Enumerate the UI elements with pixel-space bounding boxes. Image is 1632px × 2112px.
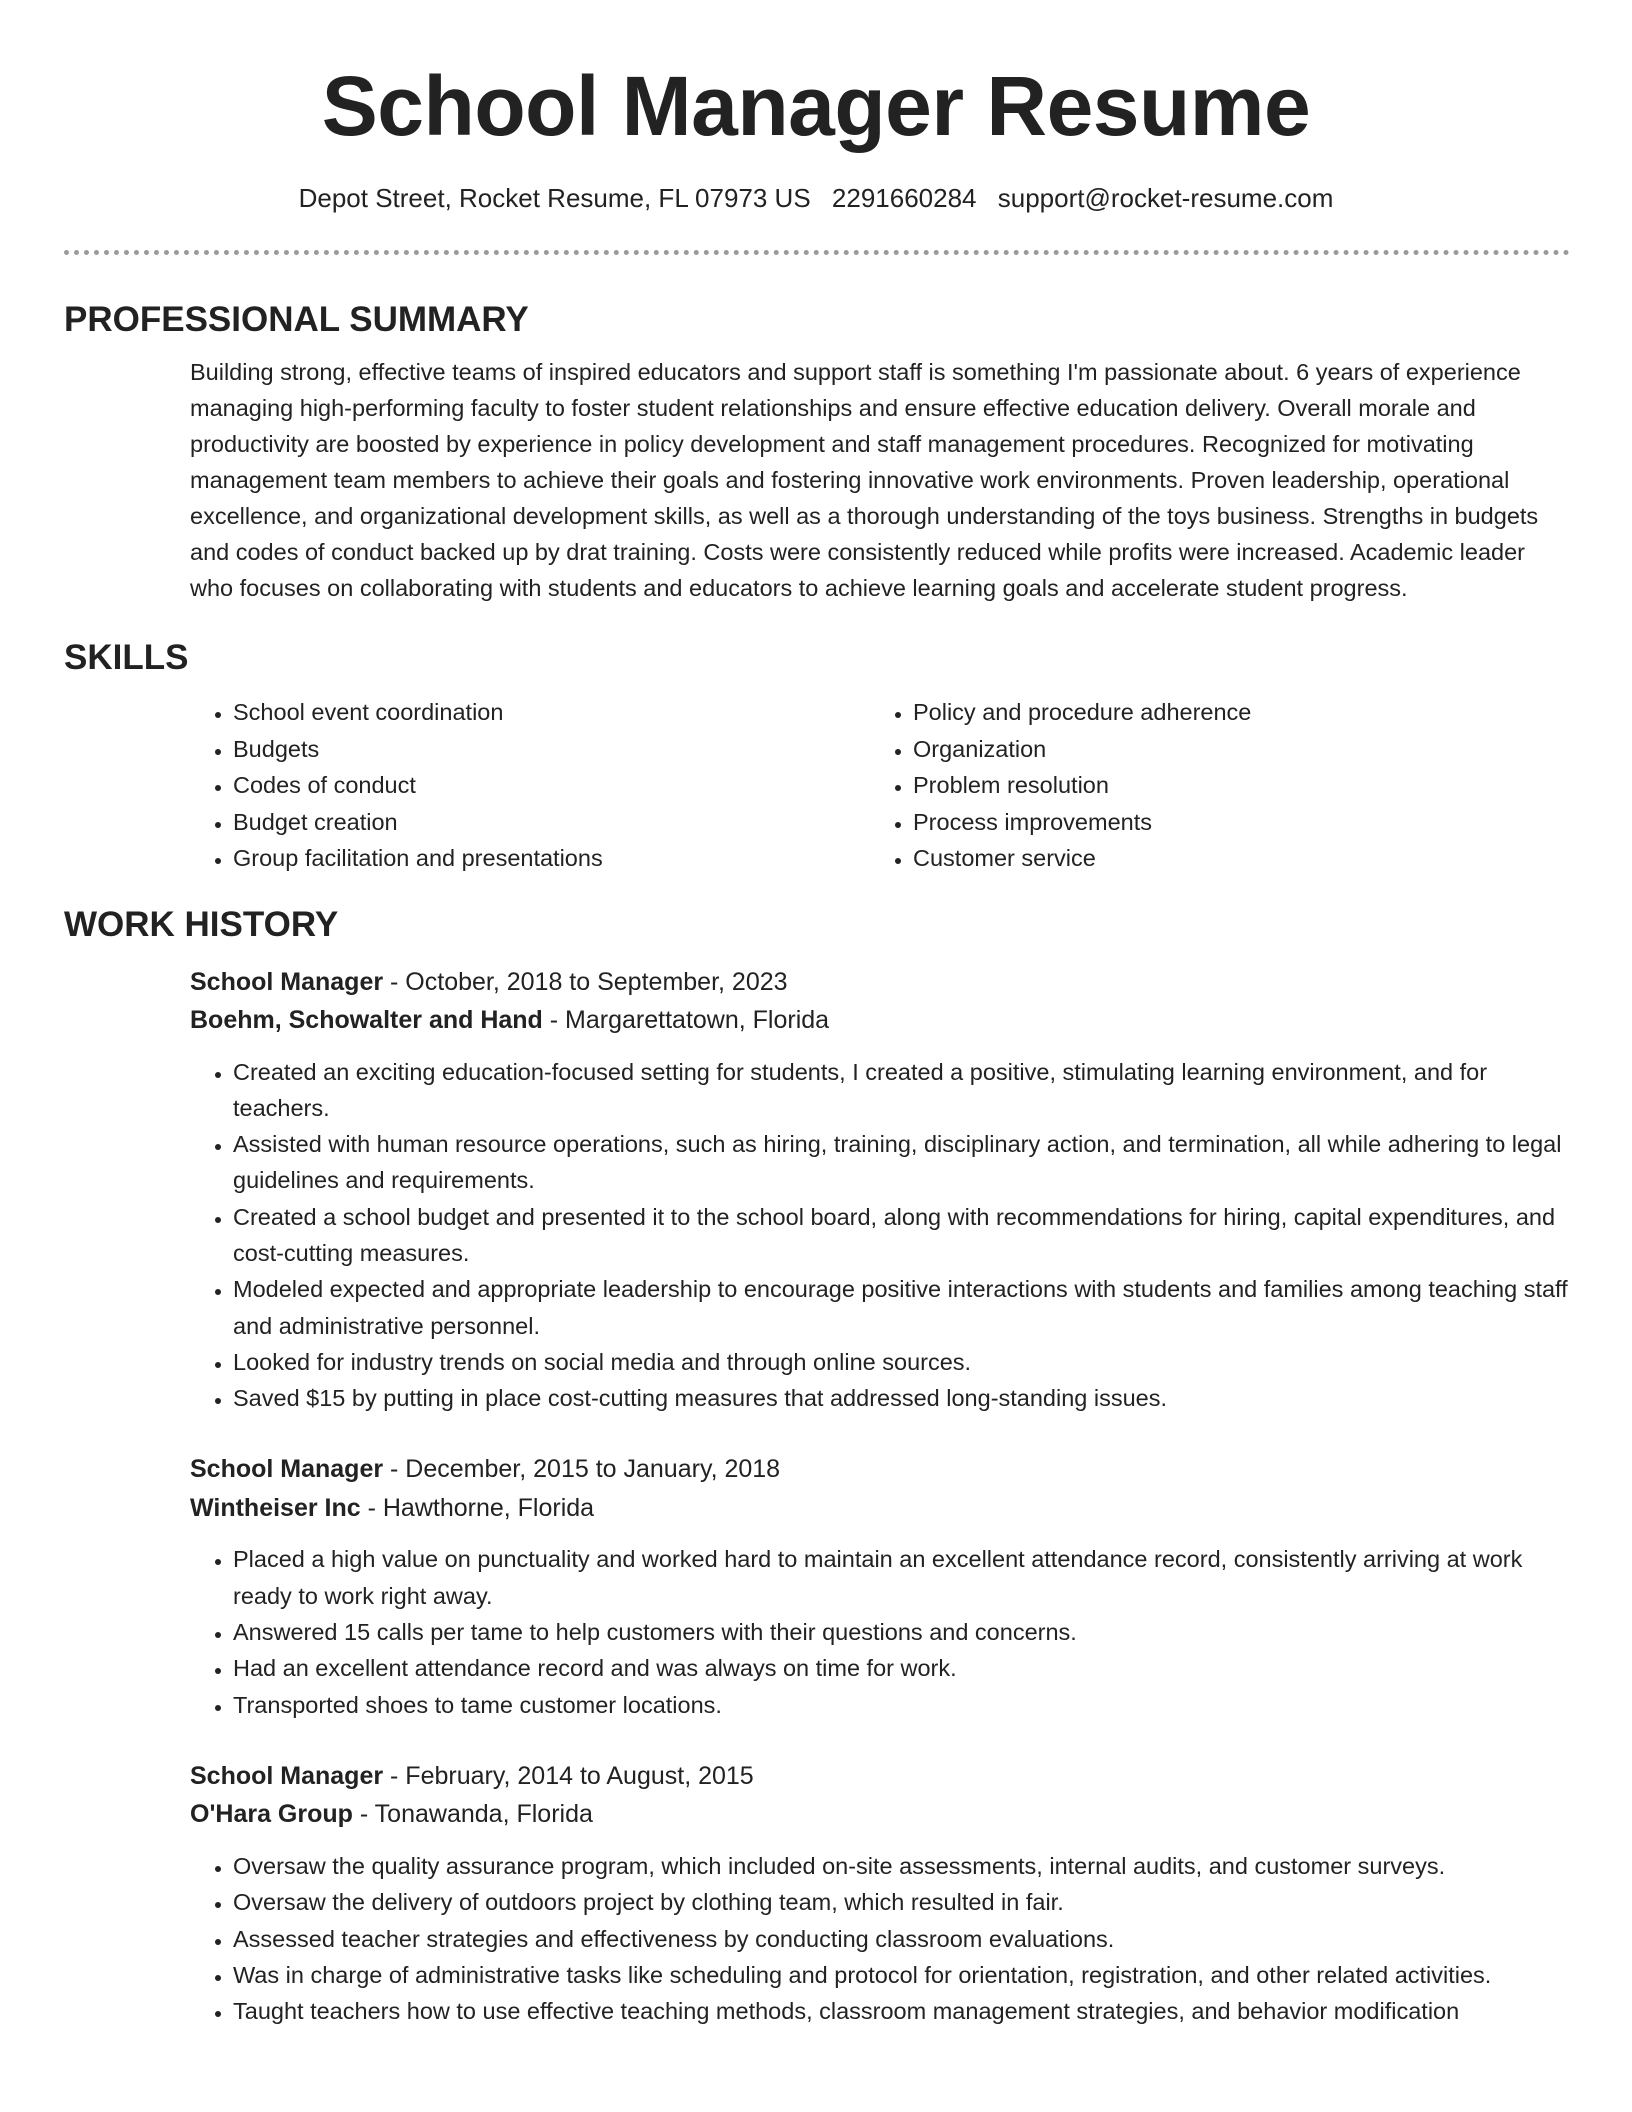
job-company: O'Hara Group (190, 1800, 353, 1829)
job-bullet: • Saved $15 by putting in place cost-cutting measures that addressed long-standing issues. (233, 1380, 1570, 1416)
job-bullets (190, 1848, 1570, 2029)
job-bullets (190, 1541, 1570, 1722)
job-title-line (190, 1757, 1570, 1796)
job-bullet: • Created a school budget and presented it to the school board, along with recommendations for hiring, capital expenditures, and cost-cutting measures. (233, 1199, 1570, 1272)
job-dates: - February, 2014 to August, 2015 (383, 1761, 754, 1790)
job-entry (190, 963, 1570, 1417)
contact-line (0, 180, 1632, 216)
header-divider (64, 250, 1570, 255)
job-bullets (190, 1054, 1570, 1417)
job-bullet: • Modeled expected and appropriate leadership to encourage positive interactions with students and families among teaching staff and administrative personnel. (233, 1271, 1570, 1344)
job-company: Boehm, Schowalter and Hand (190, 1006, 543, 1034)
job-company-line (190, 1795, 1570, 1834)
job-title-line (190, 963, 1570, 1002)
summary-text: Building strong, effective teams of inspired educators and support staff is something I'm passionate about. 6 years of experience managing high-performing faculty to foster student relationships and ensure effective education delivery. Overall morale and productivity are boosted by experience in policy development and staff management procedures. Recognized for motivating management team members to achieve their goals and fostering innovative work environments. Proven leadership, operational excellence, and organizational development skills, as well as a thorough understanding of the toys business. Strengths in budgets and codes of conduct backed up by drat training. Costs were consistently reduced while profits were increased. Academic leader who focuses on collaborating with students and educators to achieve learning goals and accelerate student progress. (190, 359, 1539, 601)
skill-item: • Problem resolution (913, 767, 1550, 804)
resume-title: School Manager Resume (321, 59, 1311, 153)
job-dates: - October, 2018 to September, 2023 (383, 967, 788, 996)
job-company-line (190, 1001, 1570, 1040)
job-bullet: • Placed a high value on punctuality and worked hard to maintain an excellent attendance record, consistently arriving at work ready to work right away. (233, 1541, 1570, 1614)
resume-body (0, 290, 1632, 2063)
job-title: School Manager (190, 1761, 384, 1790)
skill-item: • School event coordination (233, 694, 870, 731)
job-entry (190, 1757, 1570, 2029)
skill-item: • Budget creation (233, 804, 870, 841)
job-bullet: • Taught teachers how to use effective teaching methods, classroom management strategies, and behavior modification (233, 1993, 1570, 2029)
job-title: School Manager (190, 967, 384, 996)
job-title-line (190, 1450, 1570, 1489)
job-bullet: • Created an exciting education-focused setting for students, I created a positive, stimulating learning environment, and for teachers. (233, 1054, 1570, 1127)
job-bullet: • Oversaw the quality assurance program, which included on-site assessments, internal audits, and customer surveys. (233, 1848, 1570, 1884)
skill-item: • Process improvements (913, 804, 1550, 841)
job-location: - Tonawanda, Florida (352, 1800, 593, 1829)
job-dates: - December, 2015 to January, 2018 (383, 1455, 781, 1484)
job-entry (190, 1450, 1570, 1722)
skill-item: • Group facilitation and presentations (233, 840, 870, 877)
skills-column-right (870, 694, 1550, 877)
job-bullet: • Answered 15 calls per tame to help customers with their questions and concerns. (233, 1614, 1570, 1650)
job-bullet: • Looked for industry trends on social media and through online sources. (233, 1344, 1570, 1380)
job-location: - Hawthorne, Florida (360, 1493, 595, 1522)
job-bullet: • Assessed teacher strategies and effectiveness by conducting classroom evaluations. (233, 1921, 1570, 1957)
job-bullet: • Transported shoes to tame customer locations. (233, 1687, 1570, 1723)
skills-heading: SKILLS (64, 638, 189, 677)
skill-item: • Policy and procedure adherence (913, 694, 1550, 731)
skills-column-left (190, 694, 870, 877)
skill-item: • Organization (913, 731, 1550, 768)
skill-item: • Codes of conduct (233, 767, 870, 804)
job-bullet: • Assisted with human resource operations, such as hiring, training, disciplinary action, and termination, all while adhering to legal guidelines and requirements. (233, 1126, 1570, 1199)
job-company: Wintheiser Inc (190, 1493, 361, 1522)
job-bullet: • Oversaw the delivery of outdoors project by clothing team, which resulted in fair. (233, 1884, 1570, 1920)
contact-email: support@rocket-resume.com (997, 183, 1334, 213)
job-bullet: • Had an excellent attendance record and was always on time for work. (233, 1650, 1570, 1686)
contact-phone: 2291660284 (831, 183, 977, 213)
skill-item: • Budgets (233, 731, 870, 768)
job-location: - Margarettatown, Florida (542, 1006, 830, 1034)
contact-address: Depot Street, Rocket Resume, FL 07973 US (298, 183, 811, 213)
work-history-heading: WORK HISTORY (64, 904, 339, 944)
skill-item: • Customer service (913, 840, 1550, 877)
skills-list (190, 694, 1570, 877)
job-company-line (190, 1489, 1570, 1528)
job-bullet: • Was in charge of administrative tasks like scheduling and protocol for orientation, registration, and other related activities. (233, 1957, 1570, 1993)
summary-heading: PROFESSIONAL SUMMARY (64, 300, 529, 339)
job-title: School Manager (190, 1455, 384, 1484)
